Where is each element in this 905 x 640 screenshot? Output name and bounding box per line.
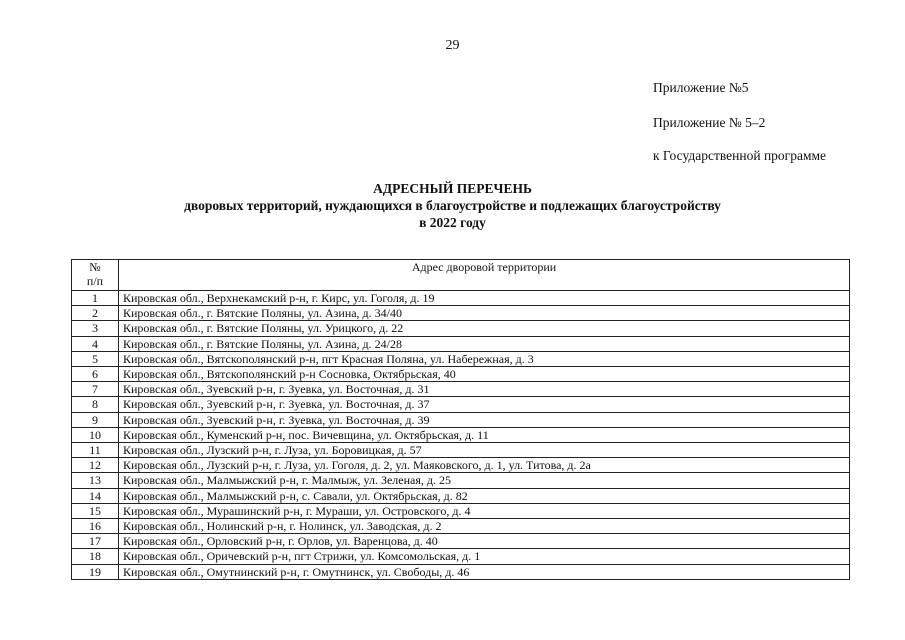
table-row [72, 534, 850, 549]
row-number: 19 [72, 564, 119, 579]
header-number [72, 260, 119, 291]
row-number: 7 [72, 382, 119, 397]
row-address: Кировская обл., Мурашинский р-н, г. Мураши, ул. Островского, д. 4 [119, 503, 850, 518]
row-number: 2 [72, 306, 119, 321]
row-address: Кировская обл., Нолинский р-н, г. Нолинск, ул. Заводская, д. 2 [119, 519, 850, 534]
table-row [72, 367, 850, 382]
row-number: 8 [72, 397, 119, 412]
row-address: Кировская обл., Вятскополянский р-н Сосновка, Октябрьская, 40 [119, 367, 850, 382]
table-row [72, 473, 850, 488]
row-address: Кировская обл., Омутнинский р-н, г. Омутнинск, ул. Свободы, д. 46 [119, 564, 850, 579]
row-number: 11 [72, 443, 119, 458]
address-table [71, 259, 850, 580]
row-address: Кировская обл., Вятскополянский р-н, пгт Красная Поляна, ул. Набережная, д. 3 [119, 351, 850, 366]
row-number: 17 [72, 534, 119, 549]
row-address: Кировская обл., г. Вятские Поляны, ул. Азина, д. 24/28 [119, 336, 850, 351]
table-row [72, 351, 850, 366]
table-row [72, 503, 850, 518]
title-line-2: дворовых территорий, нуждающихся в благоустройстве и подлежащих благоустройству [184, 198, 721, 213]
row-number: 4 [72, 336, 119, 351]
row-number: 18 [72, 549, 119, 564]
appendix-line-1: Приложение №5 [653, 80, 749, 95]
row-address: Кировская обл., Малмыжский р-н, г. Малмыж, ул. Зеленая, д. 25 [119, 473, 850, 488]
row-number: 14 [72, 488, 119, 503]
table-row [72, 519, 850, 534]
row-number: 1 [72, 291, 119, 306]
table-body [72, 291, 850, 580]
table-row [72, 336, 850, 351]
table-row [72, 443, 850, 458]
row-number: 6 [72, 367, 119, 382]
header-number-line-1: № [89, 260, 101, 274]
table-row [72, 397, 850, 412]
table-row [72, 412, 850, 427]
table-row [72, 458, 850, 473]
table-row [72, 549, 850, 564]
table-row [72, 564, 850, 579]
header-address: Адрес дворовой территории [119, 260, 850, 291]
row-address: Кировская обл., Зуевский р-н, г. Зуевка, ул. Восточная, д. 31 [119, 382, 850, 397]
row-number: 12 [72, 458, 119, 473]
row-address: Кировская обл., Верхнекамский р-н, г. Кирс, ул. Гоголя, д. 19 [119, 291, 850, 306]
table-row [72, 306, 850, 321]
row-address: Кировская обл., Орловский р-н, г. Орлов, ул. Варенцова, д. 40 [119, 534, 850, 549]
title-line-1: АДРЕСНЫЙ ПЕРЕЧЕНЬ [373, 181, 532, 196]
appendix-line-2: Приложение № 5–2 [653, 115, 766, 130]
row-address: Кировская обл., Оричевский р-н, пгт Стрижи, ул. Комсомольская, д. 1 [119, 549, 850, 564]
row-address: Кировская обл., Зуевский р-н, г. Зуевка, ул. Восточная, д. 37 [119, 397, 850, 412]
document-title [0, 180, 905, 231]
title-line-3: в 2022 году [419, 215, 486, 230]
row-address: Кировская обл., Зуевский р-н, г. Зуевка, ул. Восточная, д. 39 [119, 412, 850, 427]
row-address: Кировская обл., Лузский р-н, г. Луза, ул. Гоголя, д. 2, ул. Маяковского, д. 1, ул. Титова, д. 2а [119, 458, 850, 473]
table-row [72, 382, 850, 397]
table-row [72, 321, 850, 336]
row-address: Кировская обл., Лузский р-н, г. Луза, ул. Боровицкая, д. 57 [119, 443, 850, 458]
table-row [72, 291, 850, 306]
appendix-line-3: к Государственной программе [653, 148, 827, 163]
table-header-row [72, 260, 850, 291]
row-number: 13 [72, 473, 119, 488]
page-number: 29 [445, 38, 460, 53]
row-number: 3 [72, 321, 119, 336]
row-address: Кировская обл., г. Вятские Поляны, ул. Урицкого, д. 22 [119, 321, 850, 336]
table-row [72, 427, 850, 442]
row-address: Кировская обл., г. Вятские Поляны, ул. Азина, д. 34/40 [119, 306, 850, 321]
row-number: 5 [72, 351, 119, 366]
row-address: Кировская обл., Малмыжский р-н, с. Савали, ул. Октябрьская, д. 82 [119, 488, 850, 503]
row-address: Кировская обл., Куменский р-н, пос. Вичевщина, ул. Октябрьская, д. 11 [119, 427, 850, 442]
header-number-line-2: п/п [86, 274, 104, 288]
row-number: 15 [72, 503, 119, 518]
row-number: 16 [72, 519, 119, 534]
row-number: 10 [72, 427, 119, 442]
table-row [72, 488, 850, 503]
row-number: 9 [72, 412, 119, 427]
